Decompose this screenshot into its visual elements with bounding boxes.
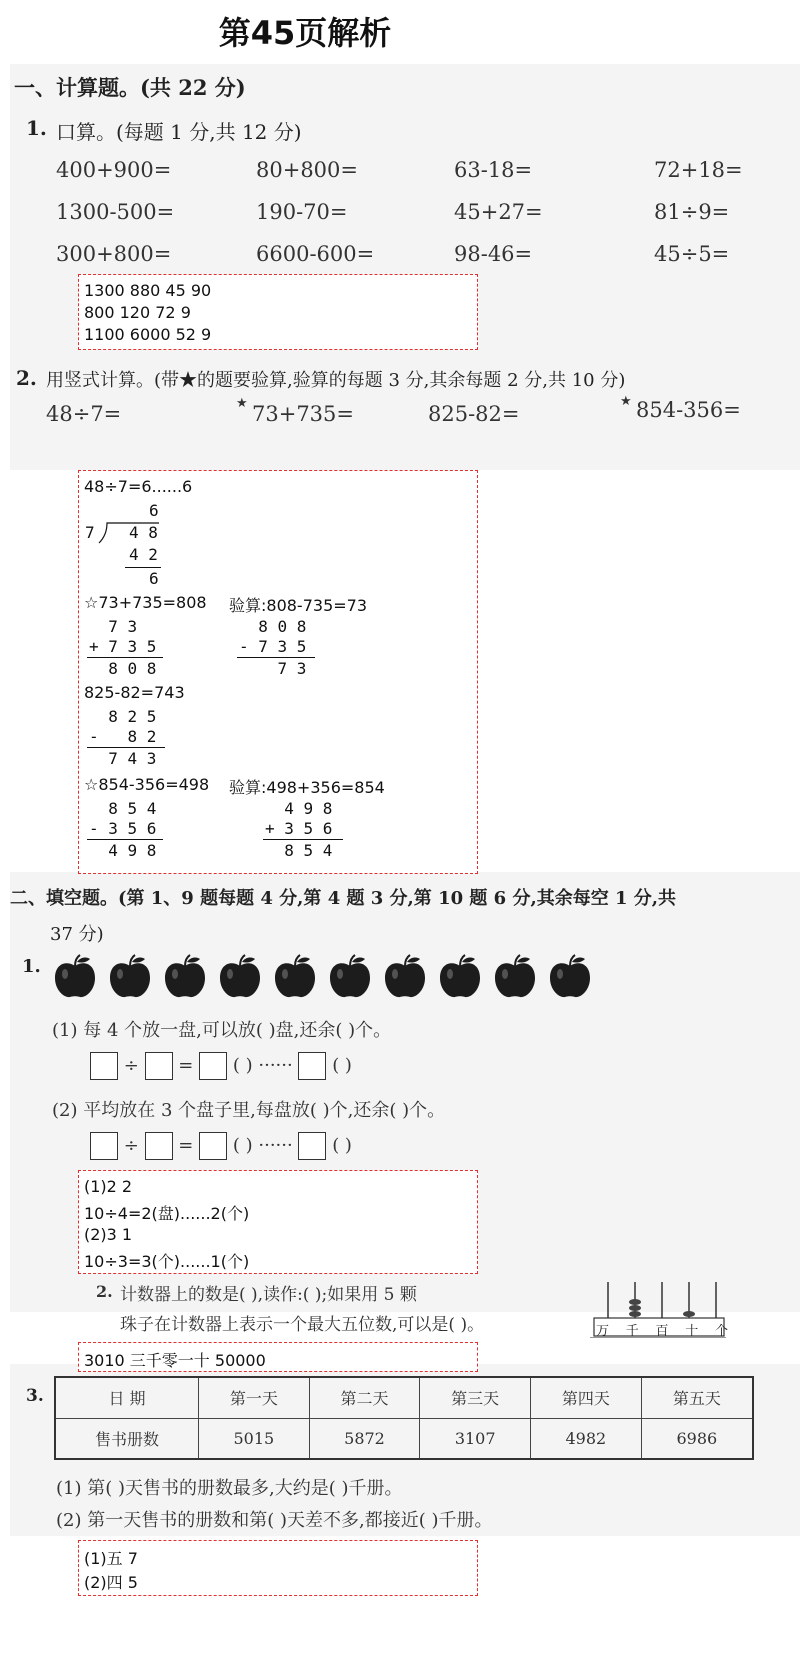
remainder-dots: ······ xyxy=(258,1055,293,1076)
written-item: 48÷7= xyxy=(46,402,122,426)
question-number: 2. xyxy=(16,366,37,390)
abacus-label: 千 xyxy=(625,1324,639,1339)
blank-box[interactable] xyxy=(145,1052,173,1080)
answer-box-oral xyxy=(78,274,478,350)
vertical-calc-row: 8 0 8 xyxy=(239,617,307,636)
calc-line xyxy=(87,657,163,658)
divide-sign: ÷ xyxy=(123,1055,139,1076)
abacus-label: 百 xyxy=(655,1324,669,1339)
table-cell: 售书册数 xyxy=(55,1418,199,1459)
vertical-calc-row: - 8 2 xyxy=(89,727,157,746)
vertical-calc-row: 7 3 xyxy=(89,617,138,636)
oral-item: 81÷9= xyxy=(654,200,730,224)
division-line xyxy=(125,567,161,568)
paren-blank: ( ) xyxy=(332,1055,352,1076)
abacus-label: 个 xyxy=(714,1324,728,1339)
apple-icon xyxy=(272,954,318,1000)
calc-line xyxy=(87,747,165,748)
apple-icon xyxy=(547,954,593,1000)
equation-template-2 xyxy=(90,1132,352,1160)
oral-item: 45+27= xyxy=(454,200,543,224)
oral-item: 98-46= xyxy=(454,242,533,266)
vertical-calc-row: 4 9 8 xyxy=(265,799,333,818)
equals-sign: = xyxy=(178,1055,194,1076)
apple-icon xyxy=(217,954,263,1000)
table-cell: 5872 xyxy=(309,1418,420,1459)
remainder-dots: ······ xyxy=(258,1135,293,1156)
abacus-label: 十 xyxy=(685,1324,699,1339)
answer-line: 10÷3=3(个)......1(个) xyxy=(84,1252,250,1271)
division-remainder: 6 xyxy=(149,569,159,588)
table-header-cell: 第三天 xyxy=(420,1377,531,1418)
page-title: 第45页解析 xyxy=(218,14,392,52)
division-divisor: 7 xyxy=(85,523,95,542)
question-sub1: (1) 每 4 个放一盘,可以放( )盘,还余( )个。 xyxy=(52,1020,392,1041)
table-header-cell: 日 期 xyxy=(55,1377,199,1418)
abacus-labels xyxy=(596,1320,728,1339)
answer-check-line: 验算:498+356=854 xyxy=(229,778,385,797)
apple-icon xyxy=(382,954,428,1000)
oral-item: 63-18= xyxy=(454,158,533,182)
answer-box-abacus xyxy=(78,1342,478,1372)
apple-icon xyxy=(437,954,483,1000)
answer-line: 1100 6000 52 9 xyxy=(84,325,212,344)
vertical-calc-row: 7 4 3 xyxy=(89,749,157,768)
oral-item: 400+900= xyxy=(56,158,172,182)
calc-line xyxy=(263,839,343,840)
question-text: 用竖式计算。(带★的题要验算,验算的每题 3 分,其余每题 2 分,共 10 分) xyxy=(46,370,626,391)
written-item: 73+735= xyxy=(252,402,354,426)
written-item: 825-82= xyxy=(428,402,520,426)
section-heading-fill: 二、填空题。(第 1、9 题每题 4 分,第 4 题 3 分,第 10 题 6 分,其余每空 1 分,共 xyxy=(10,888,677,909)
question-sub1: (1) 第( )天售书的册数最多,大约是( )千册。 xyxy=(56,1478,403,1499)
blank-box[interactable] xyxy=(199,1052,227,1080)
question-line: 计数器上的数是( ),读作:( );如果用 5 颗 xyxy=(120,1285,417,1305)
blank-box[interactable] xyxy=(90,1132,118,1160)
blank-box[interactable] xyxy=(298,1052,326,1080)
oral-item: 190-70= xyxy=(256,200,348,224)
question-sub2: (2) 平均放在 3 个盘子里,每盘放( )个,还余( )个。 xyxy=(52,1100,446,1121)
paren-blank: ( ) xyxy=(232,1135,253,1156)
blank-box[interactable] xyxy=(199,1132,227,1160)
blank-box[interactable] xyxy=(90,1052,118,1080)
table-header-cell: 第一天 xyxy=(199,1377,310,1418)
answer-line: 10÷4=2(盘)......2(个) xyxy=(84,1204,250,1223)
table-header-cell: 第五天 xyxy=(641,1377,753,1418)
table-row xyxy=(55,1418,753,1459)
vertical-calc-row: - 7 3 5 xyxy=(239,637,307,656)
answer-line: 1300 880 45 90 xyxy=(84,281,212,300)
calc-line xyxy=(237,657,315,658)
table-header-cell: 第四天 xyxy=(531,1377,642,1418)
blank-box[interactable] xyxy=(145,1132,173,1160)
division-product: 4 2 xyxy=(129,545,158,564)
table-cell: 6986 xyxy=(641,1418,753,1459)
oral-item: 80+800= xyxy=(256,158,358,182)
answer-check-line: 验算:808-735=73 xyxy=(229,596,368,615)
table-cell: 4982 xyxy=(531,1418,642,1459)
answer-line: 48÷7=6......6 xyxy=(84,477,193,496)
question-number: 2. xyxy=(96,1282,113,1301)
vertical-calc-row: 8 5 4 xyxy=(89,799,157,818)
apple-icon xyxy=(162,954,208,1000)
table-cell: 5015 xyxy=(199,1418,310,1459)
question-sub2: (2) 第一天售书的册数和第( )天差不多,都接近( )千册。 xyxy=(56,1510,493,1531)
answer-line: (2)四 5 xyxy=(84,1573,138,1592)
oral-item: 300+800= xyxy=(56,242,172,266)
question-text: 口算。(每题 1 分,共 12 分) xyxy=(56,120,302,144)
oral-item: 72+18= xyxy=(654,158,743,182)
question-line: 珠子在计数器上表示一个最大五位数,可以是( )。 xyxy=(120,1315,485,1335)
equation-template-1 xyxy=(90,1052,352,1080)
section-heading-calculation: 一、计算题。(共 22 分) xyxy=(14,75,246,100)
apple-icon xyxy=(492,954,538,1000)
answer-box-apples xyxy=(78,1170,478,1274)
answer-line: ☆854-356=498 xyxy=(84,775,210,794)
apple-icon xyxy=(327,954,373,1000)
vertical-calc-row: 4 9 8 xyxy=(89,841,157,860)
table-cell: 3107 xyxy=(420,1418,531,1459)
written-item: 854-356= xyxy=(636,398,741,422)
divide-sign: ÷ xyxy=(123,1135,139,1156)
oral-item: 1300-500= xyxy=(56,200,175,224)
answer-line: (1)2 2 xyxy=(84,1177,133,1196)
apple-icon xyxy=(52,954,98,1000)
equals-sign: = xyxy=(178,1135,194,1156)
answer-line: (2)3 1 xyxy=(84,1225,133,1244)
blank-box[interactable] xyxy=(298,1132,326,1160)
answer-line: ☆73+735=808 xyxy=(84,593,207,612)
question-number: 1. xyxy=(26,116,47,140)
answer-line: 3010 三千零一十 50000 xyxy=(84,1351,266,1370)
oral-item: 6600-600= xyxy=(256,242,375,266)
table-row xyxy=(55,1377,753,1418)
vertical-calc-row: + 3 5 6 xyxy=(265,819,333,838)
question-number: 1. xyxy=(22,956,41,977)
apple-icon xyxy=(107,954,153,1000)
star-icon: ★ xyxy=(620,394,632,409)
answer-line: 825-82=743 xyxy=(84,683,185,702)
section-heading-cont: 37 分) xyxy=(50,924,104,945)
answer-line: 800 120 72 9 xyxy=(84,303,191,322)
vertical-calc-row: 7 3 xyxy=(239,659,307,678)
book-sales-table xyxy=(54,1376,754,1460)
answer-box-vertical xyxy=(78,470,478,874)
calc-line xyxy=(87,839,163,840)
vertical-calc-row: 8 2 5 xyxy=(89,707,157,726)
oral-item: 45÷5= xyxy=(654,242,730,266)
vertical-calc-row: + 7 3 5 xyxy=(89,637,157,656)
table-header-cell: 第二天 xyxy=(309,1377,420,1418)
vertical-calc-row: 8 0 8 xyxy=(89,659,157,678)
answer-line: (1)五 7 xyxy=(84,1549,138,1568)
vertical-calc-row: 8 5 4 xyxy=(265,841,333,860)
paren-blank: ( ) xyxy=(332,1135,352,1156)
star-icon: ★ xyxy=(236,396,248,411)
division-quotient: 6 xyxy=(149,501,159,520)
vertical-calc-row: - 3 5 6 xyxy=(89,819,157,838)
abacus-label: 万 xyxy=(596,1324,610,1339)
question-number: 3. xyxy=(26,1386,44,1406)
division-dividend: 4 8 xyxy=(129,523,158,542)
paren-blank: ( ) xyxy=(232,1055,253,1076)
answer-box-table xyxy=(78,1540,478,1596)
